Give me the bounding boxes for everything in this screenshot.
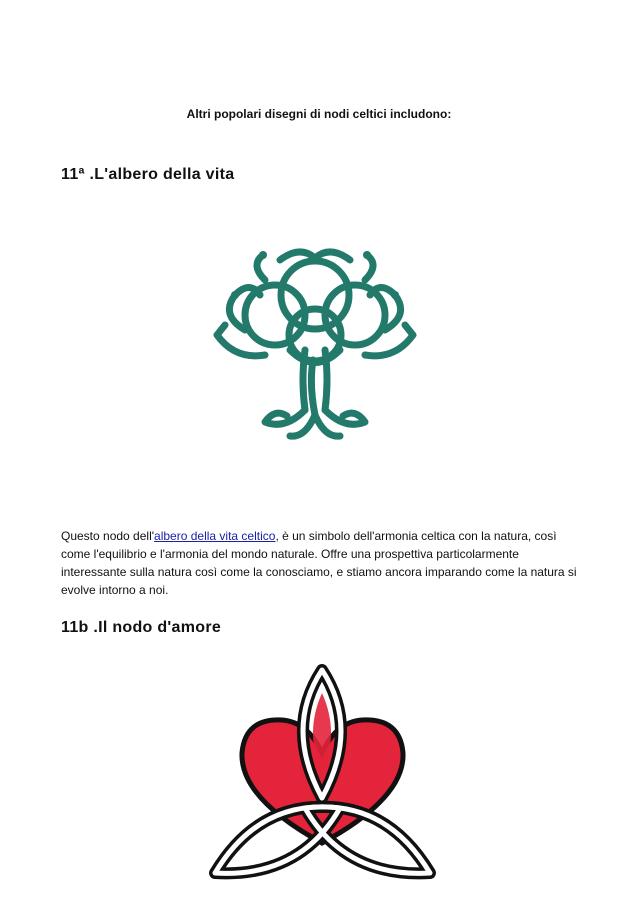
celtic-tree-of-life-icon [205,240,425,450]
paragraph-text-before: Questo nodo dell' [61,529,155,543]
tree-of-life-description [61,527,581,599]
tree-of-life-link[interactable]: albero della vita celtico [154,529,276,543]
celtic-love-knot-icon [200,648,445,888]
section-heading-tree-of-life: 11ª .L'albero della vita [61,166,235,183]
section-heading-love-knot: 11b .Il nodo d'amore [61,619,222,636]
paragraph-text-after: , è un simbolo dell'armonia celtica con la natura, così come l'equilibrio e l'armonia del mondo naturale. Offre una prospettiva particolarmente interessante sulla natura così come la conosciamo, e stiamo ancora imparando come la natura si evolve intorno a noi. [61,529,577,597]
intro-heading: Altri popolari disegni di nodi celtici includono: [186,107,452,121]
